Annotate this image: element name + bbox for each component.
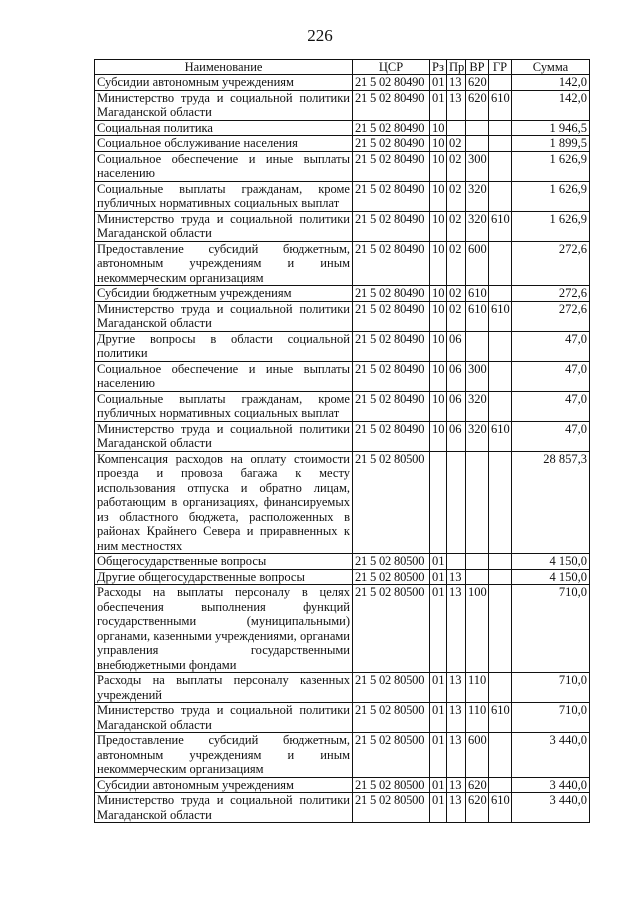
row-sum: 28 857,3 bbox=[512, 451, 590, 554]
row-name: Министерство труда и социальной политики Магаданской области bbox=[95, 421, 353, 451]
row-gr-code bbox=[489, 181, 512, 211]
row-sum: 1 626,9 bbox=[512, 181, 590, 211]
row-vr-code: 620 bbox=[466, 90, 489, 120]
row-csr-code: 21 5 02 80490 bbox=[353, 211, 430, 241]
row-csr-code: 21 5 02 80500 bbox=[353, 673, 430, 703]
row-rz-code: 10 bbox=[430, 361, 447, 391]
row-vr-code: 320 bbox=[466, 181, 489, 211]
row-csr-code: 21 5 02 80490 bbox=[353, 90, 430, 120]
row-name: Социальная политика bbox=[95, 120, 353, 136]
row-rz-code: 10 bbox=[430, 331, 447, 361]
row-vr-code: 300 bbox=[466, 151, 489, 181]
row-name: Министерство труда и социальной политики Магаданской области bbox=[95, 793, 353, 823]
budget-table bbox=[94, 59, 590, 823]
row-name: Министерство труда и социальной политики Магаданской области bbox=[95, 90, 353, 120]
row-sum: 1 626,9 bbox=[512, 151, 590, 181]
row-pr-code bbox=[447, 451, 466, 554]
row-pr-code: 02 bbox=[447, 181, 466, 211]
row-pr-code: 13 bbox=[447, 90, 466, 120]
row-gr-code bbox=[489, 241, 512, 286]
row-sum: 710,0 bbox=[512, 673, 590, 703]
table-row bbox=[95, 391, 590, 421]
row-gr-code bbox=[489, 569, 512, 585]
row-csr-code: 21 5 02 80500 bbox=[353, 451, 430, 554]
row-rz-code: 01 bbox=[430, 733, 447, 778]
row-pr-code: 02 bbox=[447, 136, 466, 152]
table-row bbox=[95, 569, 590, 585]
row-rz-code: 10 bbox=[430, 286, 447, 302]
header-name: Наименование bbox=[95, 60, 353, 75]
row-gr-code: 610 bbox=[489, 211, 512, 241]
row-name: Другие общегосударственные вопросы bbox=[95, 569, 353, 585]
row-csr-code: 21 5 02 80500 bbox=[353, 777, 430, 793]
header-rz: Рз bbox=[430, 60, 447, 75]
row-gr-code bbox=[489, 75, 512, 91]
row-csr-code: 21 5 02 80490 bbox=[353, 301, 430, 331]
row-vr-code: 600 bbox=[466, 733, 489, 778]
row-sum: 272,6 bbox=[512, 286, 590, 302]
row-vr-code: 300 bbox=[466, 361, 489, 391]
row-rz-code: 01 bbox=[430, 585, 447, 673]
row-vr-code: 320 bbox=[466, 421, 489, 451]
row-sum: 142,0 bbox=[512, 90, 590, 120]
row-rz-code: 10 bbox=[430, 241, 447, 286]
row-rz-code bbox=[430, 451, 447, 554]
row-pr-code: 02 bbox=[447, 301, 466, 331]
row-vr-code: 620 bbox=[466, 777, 489, 793]
row-name: Общегосударственные вопросы bbox=[95, 554, 353, 570]
row-name: Социальные выплаты гражданам, кроме публичных нормативных социальных выплат bbox=[95, 391, 353, 421]
row-rz-code: 10 bbox=[430, 301, 447, 331]
row-pr-code: 13 bbox=[447, 673, 466, 703]
row-vr-code: 320 bbox=[466, 211, 489, 241]
row-rz-code: 10 bbox=[430, 211, 447, 241]
table-row bbox=[95, 451, 590, 554]
row-pr-code: 13 bbox=[447, 777, 466, 793]
row-name: Социальные выплаты гражданам, кроме публичных нормативных социальных выплат bbox=[95, 181, 353, 211]
row-csr-code: 21 5 02 80490 bbox=[353, 120, 430, 136]
table-row bbox=[95, 331, 590, 361]
row-rz-code: 01 bbox=[430, 75, 447, 91]
row-sum: 1 626,9 bbox=[512, 211, 590, 241]
row-sum: 3 440,0 bbox=[512, 793, 590, 823]
row-gr-code: 610 bbox=[489, 301, 512, 331]
row-name: Компенсация расходов на оплату стоимости проезда и провоза багажа к месту использования отпуска и обратно лицам, работающим в организациях, финансируемых из областного бюджета, расположенных в районах Крайнего Севера и приравненных к ним местностях bbox=[95, 451, 353, 554]
row-csr-code: 21 5 02 80500 bbox=[353, 703, 430, 733]
row-gr-code: 610 bbox=[489, 703, 512, 733]
row-name: Субсидии бюджетным учреждениям bbox=[95, 286, 353, 302]
table-row bbox=[95, 120, 590, 136]
row-rz-code: 01 bbox=[430, 793, 447, 823]
row-csr-code: 21 5 02 80490 bbox=[353, 361, 430, 391]
row-pr-code: 06 bbox=[447, 391, 466, 421]
row-gr-code bbox=[489, 673, 512, 703]
row-pr-code: 02 bbox=[447, 211, 466, 241]
table-header-row bbox=[95, 60, 590, 75]
row-sum: 710,0 bbox=[512, 585, 590, 673]
row-vr-code: 620 bbox=[466, 75, 489, 91]
row-rz-code: 01 bbox=[430, 673, 447, 703]
row-csr-code: 21 5 02 80490 bbox=[353, 241, 430, 286]
row-pr-code: 02 bbox=[447, 151, 466, 181]
row-sum: 272,6 bbox=[512, 301, 590, 331]
row-vr-code bbox=[466, 136, 489, 152]
row-sum: 47,0 bbox=[512, 331, 590, 361]
row-name: Субсидии автономным учреждениям bbox=[95, 75, 353, 91]
row-rz-code: 10 bbox=[430, 391, 447, 421]
table-row bbox=[95, 554, 590, 570]
row-rz-code: 10 bbox=[430, 421, 447, 451]
table-row bbox=[95, 421, 590, 451]
row-csr-code: 21 5 02 80490 bbox=[353, 421, 430, 451]
header-csr: ЦСР bbox=[353, 60, 430, 75]
row-csr-code: 21 5 02 80500 bbox=[353, 733, 430, 778]
row-sum: 4 150,0 bbox=[512, 569, 590, 585]
row-rz-code: 10 bbox=[430, 136, 447, 152]
row-csr-code: 21 5 02 80490 bbox=[353, 75, 430, 91]
row-rz-code: 01 bbox=[430, 569, 447, 585]
row-vr-code: 600 bbox=[466, 241, 489, 286]
row-csr-code: 21 5 02 80500 bbox=[353, 793, 430, 823]
row-vr-code bbox=[466, 120, 489, 136]
row-csr-code: 21 5 02 80500 bbox=[353, 585, 430, 673]
row-pr-code bbox=[447, 120, 466, 136]
row-sum: 3 440,0 bbox=[512, 777, 590, 793]
row-rz-code: 01 bbox=[430, 90, 447, 120]
row-pr-code: 02 bbox=[447, 241, 466, 286]
header-pr: Пр bbox=[447, 60, 466, 75]
row-pr-code: 13 bbox=[447, 569, 466, 585]
row-vr-code bbox=[466, 569, 489, 585]
row-sum: 3 440,0 bbox=[512, 733, 590, 778]
row-rz-code: 01 bbox=[430, 777, 447, 793]
row-vr-code: 320 bbox=[466, 391, 489, 421]
row-csr-code: 21 5 02 80500 bbox=[353, 554, 430, 570]
row-vr-code: 110 bbox=[466, 703, 489, 733]
row-vr-code: 100 bbox=[466, 585, 489, 673]
table-row bbox=[95, 241, 590, 286]
table-row bbox=[95, 793, 590, 823]
row-vr-code: 610 bbox=[466, 286, 489, 302]
row-pr-code: 13 bbox=[447, 793, 466, 823]
row-sum: 1 899,5 bbox=[512, 136, 590, 152]
header-vr: ВР bbox=[466, 60, 489, 75]
row-rz-code: 10 bbox=[430, 151, 447, 181]
row-rz-code: 01 bbox=[430, 554, 447, 570]
row-gr-code bbox=[489, 151, 512, 181]
row-pr-code: 13 bbox=[447, 585, 466, 673]
row-gr-code bbox=[489, 391, 512, 421]
table-row bbox=[95, 75, 590, 91]
table-row bbox=[95, 211, 590, 241]
row-pr-code: 02 bbox=[447, 286, 466, 302]
row-gr-code bbox=[489, 286, 512, 302]
row-name: Предоставление субсидий бюджетным, автономным учреждениям и иным некоммерческим организациям bbox=[95, 733, 353, 778]
table-row bbox=[95, 777, 590, 793]
row-csr-code: 21 5 02 80490 bbox=[353, 151, 430, 181]
row-sum: 142,0 bbox=[512, 75, 590, 91]
row-sum: 710,0 bbox=[512, 703, 590, 733]
row-sum: 47,0 bbox=[512, 391, 590, 421]
row-sum: 47,0 bbox=[512, 361, 590, 391]
table-body bbox=[95, 75, 590, 823]
row-rz-code: 01 bbox=[430, 703, 447, 733]
row-csr-code: 21 5 02 80500 bbox=[353, 569, 430, 585]
table-row bbox=[95, 301, 590, 331]
row-name: Социальное обеспечение и иные выплаты населению bbox=[95, 151, 353, 181]
row-rz-code: 10 bbox=[430, 181, 447, 211]
row-pr-code: 06 bbox=[447, 331, 466, 361]
row-sum: 272,6 bbox=[512, 241, 590, 286]
row-vr-code: 110 bbox=[466, 673, 489, 703]
row-pr-code: 06 bbox=[447, 361, 466, 391]
row-name: Расходы на выплаты персоналу казенных учреждений bbox=[95, 673, 353, 703]
row-pr-code bbox=[447, 554, 466, 570]
row-gr-code bbox=[489, 361, 512, 391]
row-rz-code: 10 bbox=[430, 120, 447, 136]
row-name: Министерство труда и социальной политики Магаданской области bbox=[95, 703, 353, 733]
row-gr-code bbox=[489, 120, 512, 136]
row-name: Министерство труда и социальной политики Магаданской области bbox=[95, 211, 353, 241]
row-csr-code: 21 5 02 80490 bbox=[353, 391, 430, 421]
row-csr-code: 21 5 02 80490 bbox=[353, 136, 430, 152]
row-name: Предоставление субсидий бюджетным, автономным учреждениям и иным некоммерческим организациям bbox=[95, 241, 353, 286]
row-name: Расходы на выплаты персоналу в целях обеспечения выполнения функций государственными (муниципальными) органами, казенными учреждениями, органами управления государственными внебюджетными фондами bbox=[95, 585, 353, 673]
table-row bbox=[95, 361, 590, 391]
header-gr: ГР bbox=[489, 60, 512, 75]
row-gr-code bbox=[489, 777, 512, 793]
row-sum: 47,0 bbox=[512, 421, 590, 451]
page-number: 226 bbox=[307, 26, 333, 45]
header-sum: Сумма bbox=[512, 60, 590, 75]
row-vr-code: 610 bbox=[466, 301, 489, 331]
row-pr-code: 13 bbox=[447, 75, 466, 91]
row-csr-code: 21 5 02 80490 bbox=[353, 331, 430, 361]
row-csr-code: 21 5 02 80490 bbox=[353, 181, 430, 211]
row-csr-code: 21 5 02 80490 bbox=[353, 286, 430, 302]
row-name: Социальное обслуживание населения bbox=[95, 136, 353, 152]
row-pr-code: 13 bbox=[447, 733, 466, 778]
row-vr-code bbox=[466, 451, 489, 554]
table-row bbox=[95, 151, 590, 181]
row-vr-code bbox=[466, 554, 489, 570]
table-row bbox=[95, 286, 590, 302]
row-name: Другие вопросы в области социальной политики bbox=[95, 331, 353, 361]
row-sum: 1 946,5 bbox=[512, 120, 590, 136]
row-gr-code: 610 bbox=[489, 421, 512, 451]
row-gr-code bbox=[489, 733, 512, 778]
table-row bbox=[95, 181, 590, 211]
row-name: Субсидии автономным учреждениям bbox=[95, 777, 353, 793]
row-gr-code: 610 bbox=[489, 90, 512, 120]
row-gr-code bbox=[489, 136, 512, 152]
row-gr-code bbox=[489, 331, 512, 361]
row-sum: 4 150,0 bbox=[512, 554, 590, 570]
row-vr-code: 620 bbox=[466, 793, 489, 823]
row-name: Министерство труда и социальной политики Магаданской области bbox=[95, 301, 353, 331]
table-row bbox=[95, 673, 590, 703]
table-row bbox=[95, 90, 590, 120]
table-row bbox=[95, 703, 590, 733]
table-row bbox=[95, 136, 590, 152]
table-row bbox=[95, 733, 590, 778]
row-pr-code: 06 bbox=[447, 421, 466, 451]
row-gr-code bbox=[489, 585, 512, 673]
row-vr-code bbox=[466, 331, 489, 361]
row-name: Социальное обеспечение и иные выплаты населению bbox=[95, 361, 353, 391]
row-gr-code bbox=[489, 554, 512, 570]
row-pr-code: 13 bbox=[447, 703, 466, 733]
row-gr-code bbox=[489, 451, 512, 554]
table-row bbox=[95, 585, 590, 673]
row-gr-code: 610 bbox=[489, 793, 512, 823]
